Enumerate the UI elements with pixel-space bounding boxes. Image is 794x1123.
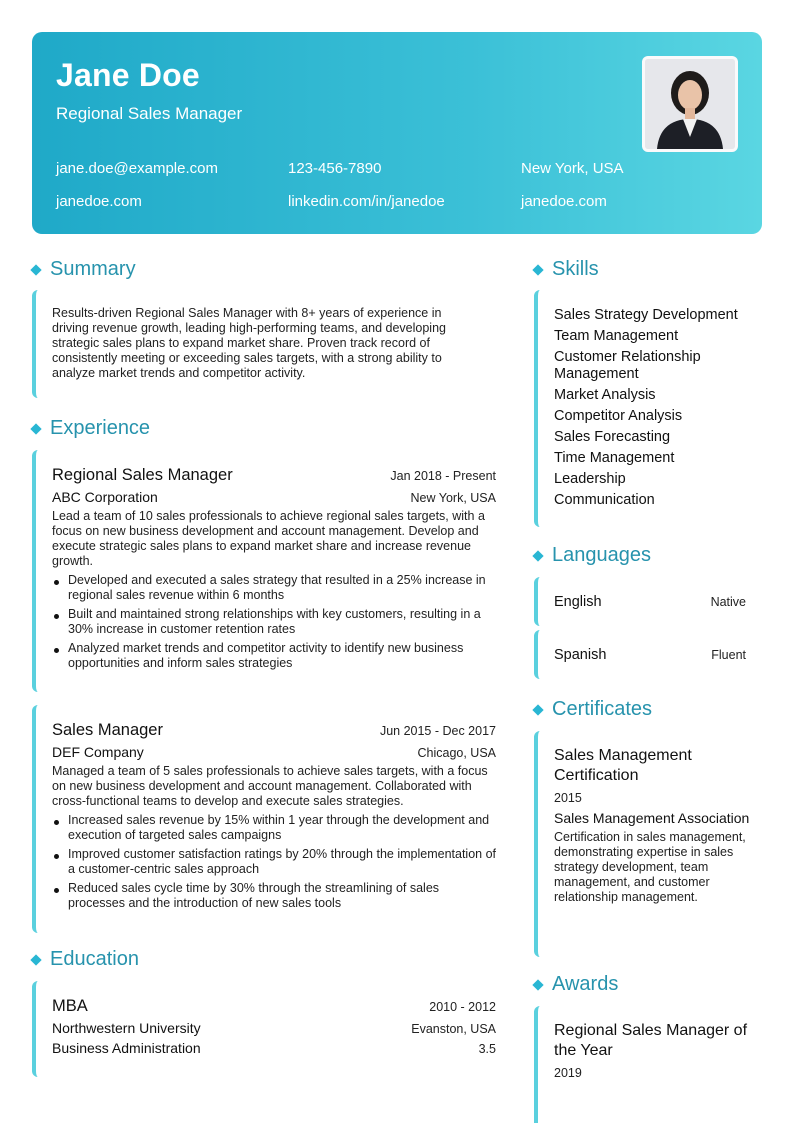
diamond-bullet-icon xyxy=(532,550,543,561)
summary-heading: Summary xyxy=(30,258,136,281)
skills-block xyxy=(534,290,762,527)
linkedin-link[interactable]: linkedin.com/in/janedoe xyxy=(288,193,445,210)
skill-item: Sales Strategy Development xyxy=(554,307,738,323)
awards-heading: Awards xyxy=(532,973,618,996)
achievement-list xyxy=(52,813,496,911)
skill-item: Market Analysis xyxy=(554,387,656,403)
field-of-study: Business Administration xyxy=(52,1040,201,1056)
certificate-issuer: Sales Management Association xyxy=(554,810,750,826)
job-title: Sales Manager xyxy=(52,721,163,739)
skill-item: Communication xyxy=(554,492,655,508)
award-name: Regional Sales Manager of the Year xyxy=(554,1022,748,1059)
language-item xyxy=(534,630,762,679)
diamond-bullet-icon xyxy=(532,979,543,990)
website-link-secondary[interactable]: janedoe.com xyxy=(521,193,607,210)
experience-item xyxy=(32,450,496,692)
award-year: 2019 xyxy=(554,1066,582,1080)
company-name: DEF Company xyxy=(52,744,144,760)
phone-number[interactable]: 123-456-7890 xyxy=(288,160,382,177)
school-location: Evanston, USA xyxy=(411,1022,496,1036)
location: New York, USA xyxy=(521,160,624,177)
job-dates: Jan 2018 - Present xyxy=(390,469,496,483)
language-level: Fluent xyxy=(711,647,746,662)
degree: MBA xyxy=(52,997,88,1015)
certificate-description: Certification in sales management, demonstrating expertise in sales strategy development, team management, and customer relationship management. xyxy=(554,830,746,904)
diamond-bullet-icon xyxy=(30,264,41,275)
achievement-item: Improved customer satisfaction ratings by 20% through the implementation of a customer-centric sales approach xyxy=(52,847,496,877)
skill-item: Customer Relationship Management xyxy=(554,349,701,382)
skill-item: Leadership xyxy=(554,471,626,487)
resume-header xyxy=(32,32,762,234)
education-heading: Education xyxy=(30,948,139,971)
diamond-bullet-icon xyxy=(30,954,41,965)
company-name: ABC Corporation xyxy=(52,489,158,505)
website-link[interactable]: janedoe.com xyxy=(56,193,142,210)
languages-heading: Languages xyxy=(532,544,651,567)
candidate-name: Jane Doe xyxy=(56,57,200,93)
job-dates: Jun 2015 - Dec 2017 xyxy=(379,724,496,738)
language-name: Spanish xyxy=(554,646,607,663)
skill-item: Time Management xyxy=(554,450,675,466)
gpa: 3.5 xyxy=(478,1042,496,1056)
candidate-role: Regional Sales Manager xyxy=(56,104,243,123)
award-item xyxy=(534,1006,762,1123)
summary-text: Results-driven Regional Sales Manager with 8+ years of experience in driving revenue growth, leading high-performing teams, and developing strategic sales plans to expand market share. Proven track record of consistently meeting or exceeding sales targets, with a strong ability to analyze market trends and competitor activity. xyxy=(52,306,446,380)
achievement-item: Developed and executed a sales strategy that resulted in a 25% increase in regional sales revenue within 6 months xyxy=(52,573,496,603)
skill-item: Competitor Analysis xyxy=(554,408,683,424)
skill-item: Sales Forecasting xyxy=(554,429,671,445)
person-portrait-icon xyxy=(645,59,735,149)
language-level: Native xyxy=(710,594,746,609)
experience-item xyxy=(32,705,496,933)
summary-block xyxy=(32,290,496,398)
job-title: Regional Sales Manager xyxy=(52,466,233,484)
skill-item: Team Management xyxy=(554,328,679,344)
diamond-bullet-icon xyxy=(532,264,543,275)
certificate-year: 2015 xyxy=(554,791,582,805)
language-item xyxy=(534,577,762,626)
email-link[interactable]: jane.doe@example.com xyxy=(56,160,218,177)
achievement-list xyxy=(52,573,496,671)
job-location: Chicago, USA xyxy=(417,746,496,760)
achievement-item: Increased sales revenue by 15% within 1 year through the development and execution of targeted sales campaigns xyxy=(52,813,496,843)
school-name: Northwestern University xyxy=(52,1020,201,1036)
education-dates: 2010 - 2012 xyxy=(429,1000,496,1014)
job-description: Lead a team of 10 sales professionals to achieve regional sales targets, with a focus on new business development and account management. Develop and execute strategic sales plans to expand market share and increase revenue growth. xyxy=(52,509,485,568)
certificate-name: Sales Management Certification xyxy=(554,747,692,784)
education-item xyxy=(32,981,496,1077)
diamond-bullet-icon xyxy=(30,423,41,434)
certificates-heading: Certificates xyxy=(532,698,652,721)
experience-heading: Experience xyxy=(30,417,150,440)
skills-heading: Skills xyxy=(532,258,599,281)
certificate-item xyxy=(534,731,762,957)
achievement-item: Analyzed market trends and competitor activity to identify new business opportunities and inform sales strategies xyxy=(52,641,496,671)
achievement-item: Built and maintained strong relationships with key customers, resulting in a 30% increase in customer retention rates xyxy=(52,607,496,637)
achievement-item: Reduced sales cycle time by 30% through the streamlining of sales processes and the introduction of new sales tools xyxy=(52,881,496,911)
job-description: Managed a team of 5 sales professionals to achieve sales targets, with a focus on new business development and account management. Collaborated with cross-functional teams to develop and execute sales strategies. xyxy=(52,764,488,808)
diamond-bullet-icon xyxy=(532,704,543,715)
job-location: New York, USA xyxy=(410,491,496,505)
language-name: English xyxy=(554,593,602,610)
profile-photo xyxy=(642,56,738,152)
